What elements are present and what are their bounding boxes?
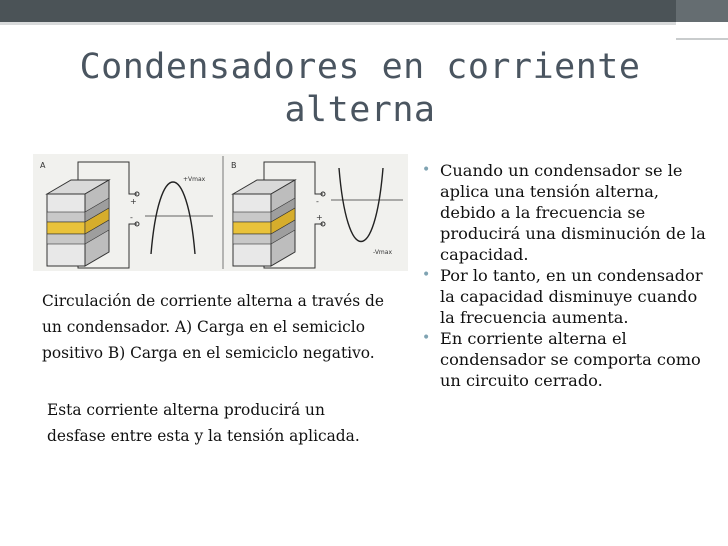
bullet-text: En corriente alterna el condensador se comporta como un circuito cerrado. — [440, 329, 701, 390]
header-bar — [0, 0, 728, 22]
waveform-b — [339, 168, 383, 242]
figure-caption: Circulación de corriente alterna a través de un condensador. A) Carga en el semiciclo positivo B) Carga en el semiciclo negativo. — [42, 292, 384, 362]
panel-a-label: A — [40, 161, 46, 170]
plate-a-top — [47, 212, 85, 222]
bullet-item — [420, 328, 710, 391]
peak-label-b: -Vmax — [373, 249, 392, 256]
header-divider — [0, 22, 728, 25]
panel-b — [231, 161, 403, 268]
bullet-item — [420, 160, 710, 265]
bullet-text: Por lo tanto, en un condensador la capacidad disminuye cuando la frecuencia aumenta. — [440, 266, 703, 327]
peak-label-a: +Vmax — [183, 176, 206, 183]
capacitor-figure — [33, 154, 408, 271]
minus-sign-a: - — [130, 213, 133, 222]
minus-sign-b: - — [316, 197, 319, 206]
header-corner-lines — [676, 22, 728, 40]
waveform-a — [151, 182, 195, 254]
panel-a — [40, 161, 213, 268]
panel-b-label: B — [231, 161, 237, 170]
header-bar-accent — [676, 0, 728, 22]
dielectric-b — [233, 222, 271, 234]
bullet-list — [420, 160, 710, 391]
slide-title: Condensadores en corriente alterna — [79, 47, 641, 130]
dielectric-a — [47, 222, 85, 234]
bullet-text: Cuando un condensador se le aplica una tensión alterna, debido a la frecuencia se producirá una disminución de la capacidad. — [440, 161, 706, 264]
bullet-icon: • — [422, 330, 431, 346]
phase-note: Esta corriente alterna producirá un desfase entre esta y la tensión aplicada. — [47, 401, 360, 445]
plus-sign-b: + — [316, 213, 323, 222]
plus-sign-a: + — [130, 197, 137, 206]
bullet-icon: • — [422, 162, 431, 178]
bullet-item — [420, 265, 710, 328]
plate-a-bottom — [47, 234, 85, 244]
bullet-icon: • — [422, 267, 431, 283]
capacitor-diagram — [33, 154, 408, 271]
